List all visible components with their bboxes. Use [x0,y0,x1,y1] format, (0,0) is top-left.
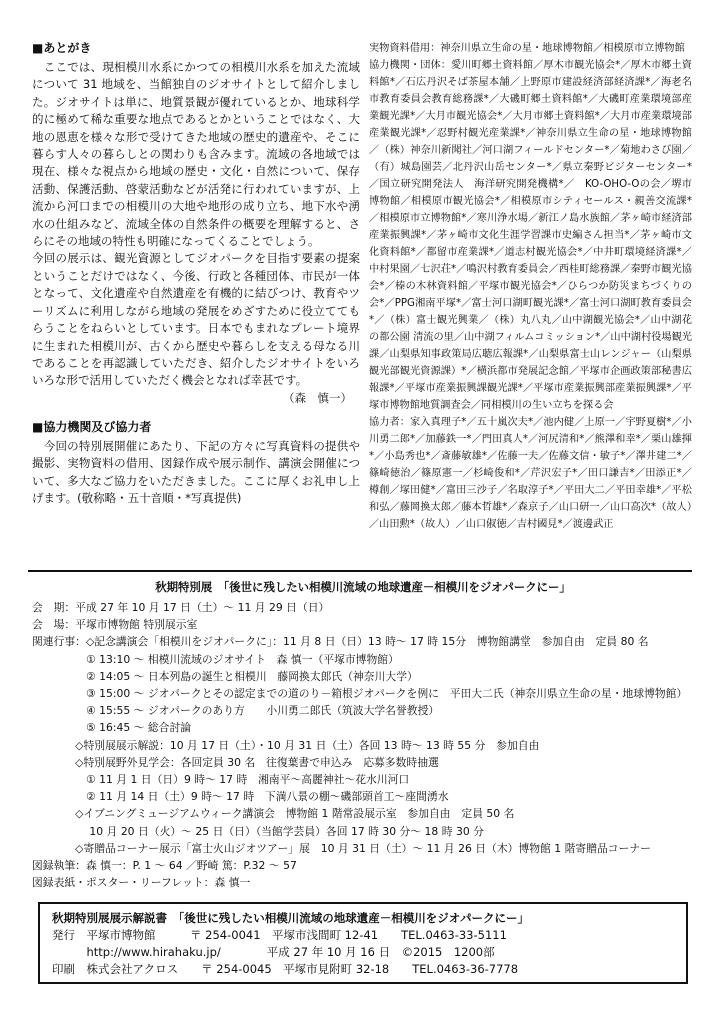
credits-materials: 実物資料借用：神奈川県立生命の星・地球博物館／相模原市立博物館 [369,43,685,54]
colophon-printer: 印刷 株式会社アクロス 〒 254-0045 平塚市見附町 32-18 TEL.0463-36-7778 [52,962,519,976]
afterword-heading: ■あとがき [32,41,92,55]
exhibition-line: ① 13:10 ～ 相模川流域のジオサイト 森 慎一（平塚市博物館） [32,652,399,666]
cooperation-body: 今回の特別展開催にあたり、下記の方々に写真資料の提供や撮影、実物資料の借用、図録作成や展示制作、講演会開催について、多大なご協力をいただきました。ここに厚くお礼申し上げます。(敬称略・五十音順・*写真提供) [32,438,360,505]
exhibition-line: ◇特別展展示解説：10 月 17 日（土）・10 月 31 日（土）各回 13 時～ 13 時 55 分 参加自由 [32,738,540,752]
exhibition-line: ◇寄贈品コーナー展示「富士火山ジオツアー」展 10 月 31 日（土）～ 11 月 26 日（木）博物館 1 階寄贈品コーナー [32,841,651,855]
exhibition-title: 秋期特別展 「後世に残したい相模川流域の地球遺産－相模川をジオパークにー」 [155,580,571,594]
exhibition-line: 10 月 20 日（火）～ 25 日（日）（当館学芸員）各回 17 時 30 分～ 18 時 30 分 [32,824,484,838]
exhibition-line: ⑤ 16:45 ～ 総合討論 [32,721,192,735]
section-divider [28,570,692,572]
exhibition-line: 会 期：平成 27 年 10 月 17 日（土）～ 11 月 29 日（日） [32,601,330,614]
afterword-signature: （森 慎一） [283,390,352,405]
exhibition-line: 図録表紙・ポスター・リーフレット：森 慎一 [32,876,251,890]
left-column [32,40,360,507]
exhibition-line: ④ 15:55 ～ ジオパークのあり方 小川勇二郎氏（筑波大学名誉教授） [32,704,440,718]
credits-people: 協力者：家入真理子*／五十嵐次夫*／池内健／上原一／宇野夏樹*／小川勇二郎*／加藤鉄一*／門田真人*／河尻清和*／熊澤和幸*／栗山雄揮*／小島秀也*／斎藤敏雄*／佐藤一夫／佐藤文信・敏子*／澤井建二*／篠崎徳治／篠原憲一／杉崎俊和*／芹沢宏子*／田口謙吉*／田添正*／樽創／塚田健*／富田三沙子／名取淳子*／平田大二／平田幸雄*／平松和弘／藤岡換太郎／藤本哲雄*／森京子／山口研一／山口高次*（故人）／山田勲*（故人）／山口俶徳／吉村國見*／渡邊武正 [369,417,692,530]
exhibition-line: 図録執筆：森 慎一：P. 1 ～ 64 ／野崎 篤：P.32 ～ 57 [32,859,297,873]
colophon-title: 秋期特別展展示解説書 「後世に残したい相模川流域の地球遺産－相模川をジオパークにー」 [52,911,530,925]
colophon-box [38,902,688,984]
exhibition-line: ③ 15:00 ～ ジオパークとその認定までの道のり－箱根ジオパークを例に 平田大二氏（神奈川県立生命の星・地球博物館） [32,687,688,701]
exhibition-info [32,579,694,891]
exhibition-line: 会 場：平塚市博物館 特別展示室 [32,618,198,632]
colophon-publisher: 発行 平塚市博物館 〒 254-0041 平塚市浅間町 12-41 TEL.0463-33-5111 [52,928,507,942]
afterword-body: ここでは、現相模川水系にかつての相模川水系を加えた流域について 31 地域を、当館独自のジオサイトとして紹介しました。ジオサイトは単に、地質景観が優れているとか、地球科学的に極めて稀な重要な地点であるとかということではなく、大地の恩恵を様々な形で受けてきた地域の歴史的遺産や、そこに暮らす人々の暮らしとの関わりも含みます。流域の各地域では現在、様々な視点から地域の歴史・文化・自然について、保存活動、保護活動、啓蒙活動などが活発に行われていますが、上流から河口までの相模川の大地や地形の成り立ち、地下水や湧水の仕組みなど、流域全体の自然条件の概要を理解すると、さらにその地域の特性も明確になってくることでしょう。 今回の展示は、観光資源としてジオパークを目指す要素の提案ということだけではなく、今後、行政と各種団体、市民が一体となって、文化遺産や自然遺産を有機的に結びつけ、教育やツーリズムに利用しながら地域の発展をめざすために役立ててもらうことをねらいとしています。日本でもまれなプレート境界に生まれた相模川が、古くから歴史や暮らしを支える母なる川であることを再認識していただき、紹介したジオサイトをいろいろな形で活用していただく機会となれば幸甚です。 [32,60,360,388]
exhibition-line: ① 11 月 1 日（日）9 時～ 17 時 湘南平～高麗神社～花水川河口 [32,773,410,787]
exhibition-line: ◇イブニングミュージアムウィーク講演会 博物館 1 階常設展示室 参加自由 定員 50 名 [32,807,515,821]
exhibition-line: ② 14:05 ～ 日本列島の誕生と相模川 藤岡換太郎氏（神奈川大学） [32,669,418,683]
spacer [32,407,360,419]
right-column [369,40,692,533]
colophon-url-date: http://www.hirahaku.jp/ 平成 27 年 10 月 16 日 ©2015 1200部 [52,945,495,959]
cooperation-heading: ■協力機関及び協力者 [32,419,152,434]
credits-organizations: 協力機関・団体：愛川町郷土資料館／厚木市観光協会*／厚木市郷土資料館*／石広丹沢そば茶屋本舗／上野原市建設経済部経済課*／海老名市教育委員会教育総務課*／大磯町郷土資料館*／大磯町産業環境部産業観光課*／大月市観光協会*／大月市郷土資料館*／大月市産業環境部産業観光課*／忍野村観光産業課*／神奈川県立生命の星・地球博物館／（株）神奈川新聞社／河口湖フィールドセンター*／菊地わさび園／（有）城島園芸／北丹沢山岳センター*／県立秦野ビジターセンター*／国立研究開発法人 海洋研究開発機構*／ KO-OHO-Oの会／堺市博物館／相模原市観光協会*／相模原市シティセールス・親善交流課*／相模原市立博物館*／寒川浄水場／新江ノ島水族館／茅ヶ崎市経済部産業振興課*／茅ヶ崎市文化生涯学習課市史編さん担当*／茅ヶ崎市文化資料館*／都留市産業課*／道志村観光協会*／中井町環境経済課*／中村果園／七沢荘*／鳴沢村教育委員会／西桂町総務課／秦野市観光協会*／榛の木林資料館／平塚市観光協会*／ひらつか防災まちづくりの会*／PPG湘南平塚*／富士河口湖町観光課*／富士河口湖町教育委員会*／（株）富士観光興業／（株）丸八丸／山中湖観光協会*／山中湖花の都公園 清流の里／山中湖フィルムコミッション*／山中湖村役場観光課／山梨県知事政策局広聴広報課*／山梨県富士山レンジャー（山梨県観光部観光資源課）*／横浜都市発展記念館／平塚市企画政策部秘書広報課*／平塚市産業振興課観光課*／平塚市産業振興部産業振興課*／平塚市博物館地質調査会／同相模川の生い立ちを探る会 [369,60,692,411]
exhibition-line: ② 11 月 14 日（土）9 時～ 17 時 下満八景の棚～磯部頭首工～座間湧水 [32,790,449,804]
exhibition-line: ◇特別展野外見学会：各回定員 30 名 往復葉書で申込み 応募多数時抽選 [32,755,439,769]
exhibition-line: 関連行事：◇記念講演会「相模川をジオパークに」：11 月 8 日（日）13 時～ 17 時 15分 博物館講堂 参加自由 定員 80 名 [32,635,649,649]
